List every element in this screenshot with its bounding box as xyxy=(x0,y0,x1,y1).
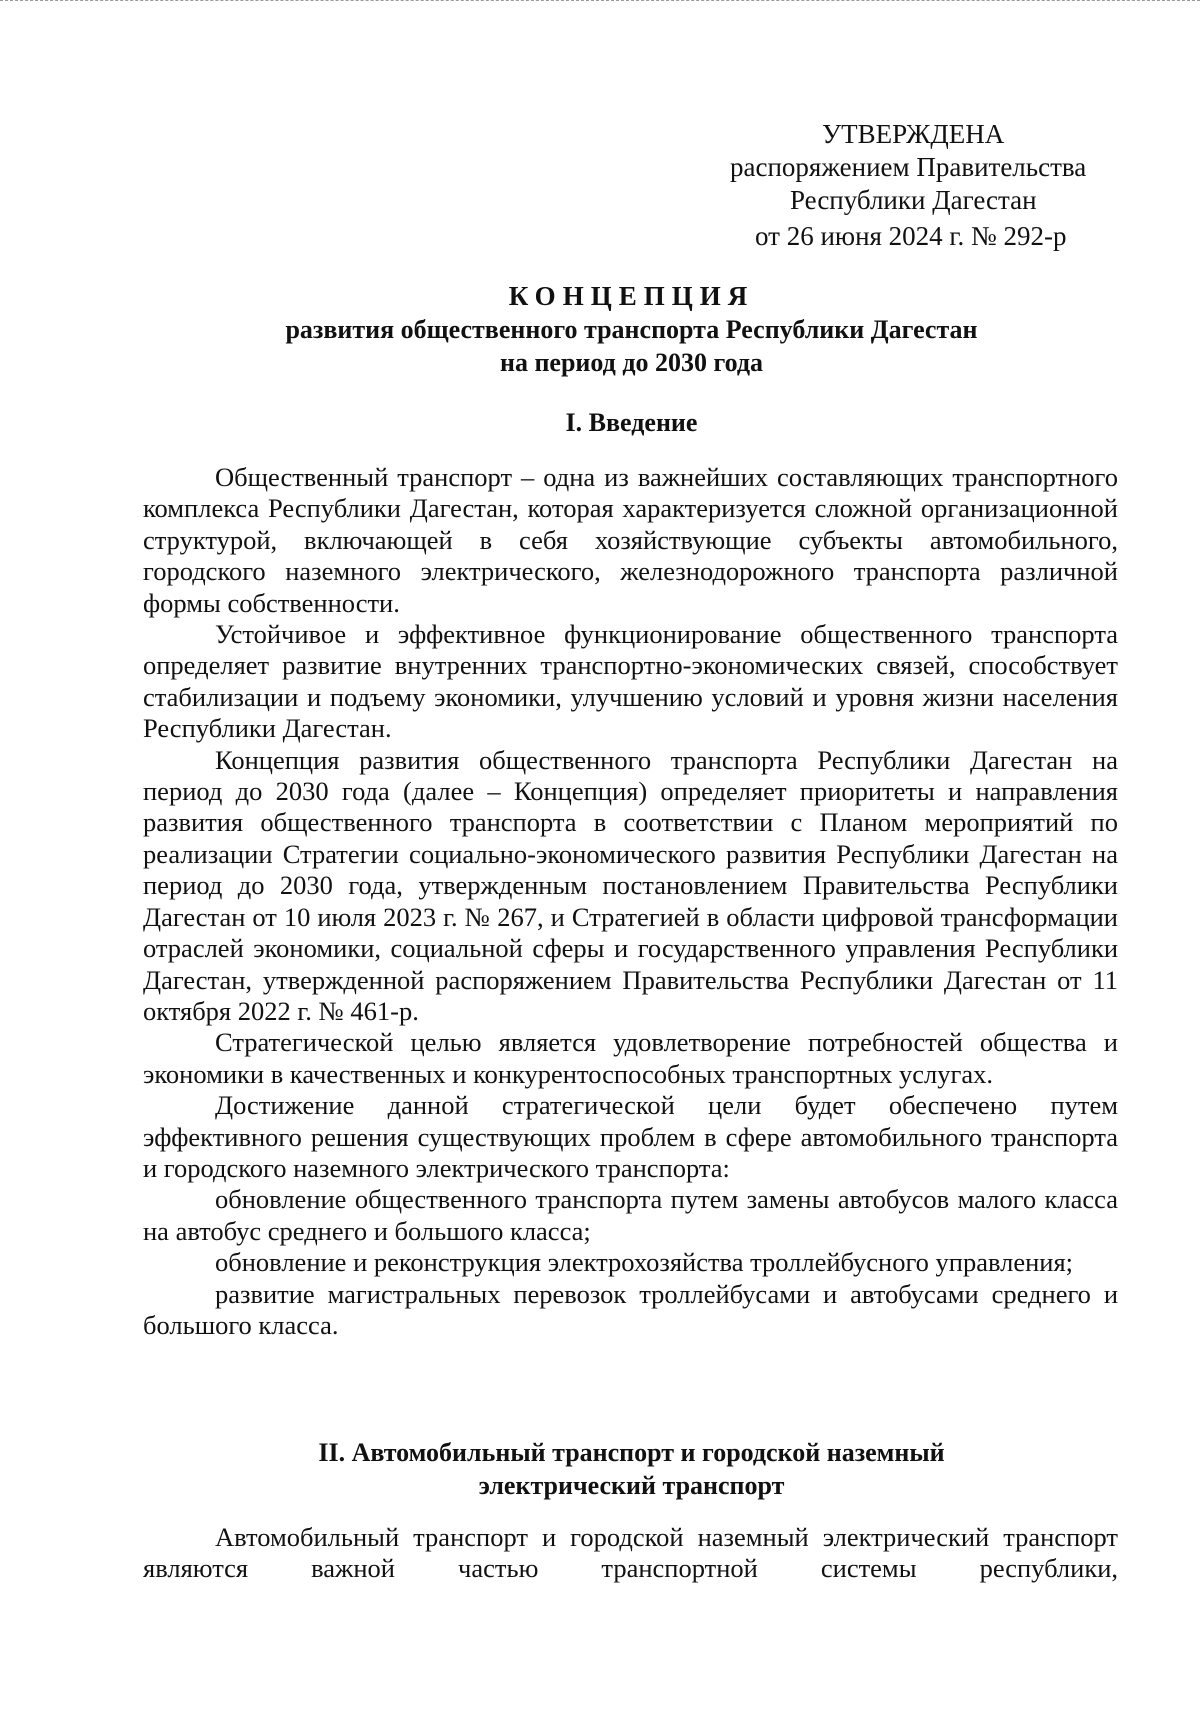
paragraph: Общественный транспорт – одна из важнейших составляющих транспортного комплекса Республики Дагестан, которая характеризуется сложной организационной структурой, включающей в себя хозяйствующие субъекты автомобильного, городского наземного электрического, железнодорожного транспорта различной формы собственности. xyxy=(143,462,1118,618)
section-2-heading xyxy=(143,1436,1120,1502)
paragraph: Устойчивое и эффективное функционирование общественного транспорта определяет развитие внутренних транспортно-экономических связей, способствует стабилизации и подъему экономики, улучшению условий и уровня жизни населения Республики Дагестан. xyxy=(143,619,1118,744)
paragraph: Автомобильный транспорт и городской наземный электрический транспорт являются важной частью транспортной системы республики, xyxy=(143,1522,1118,1584)
section-1-body xyxy=(143,462,1118,1341)
approval-line-republic: Республики Дагестан xyxy=(790,185,1037,215)
document-title: КОНЦЕПЦИЯ xyxy=(508,281,755,311)
approval-line-date-number: от 26 июня 2024 г. № 292-р xyxy=(755,221,1067,251)
list-item-paragraph: обновление общественного транспорта путем замены автобусов малого класса на автобус среднего и большого класса; xyxy=(143,1184,1118,1246)
section-2-body xyxy=(143,1522,1118,1585)
paragraph: Концепция развития общественного транспорта Республики Дагестан на период до 2030 года (далее – Концепция) определяет приоритеты и направления развития общественного транспорта в соответствии с Планом мероприятий по реализации Стратегии социально-экономического развития Республики Дагестан на период до 2030 года, утвержденным постановлением Правительства Республики Дагестан от 10 июля 2023 г. № 267, и Стратегией в области цифровой трансформации отраслей экономики, социальной сферы и государственного управления Республики Дагестан, утвержденной распоряжением Правительства Республики Дагестан от 11 октября 2022 г. № 461-р. xyxy=(143,744,1118,1026)
document-title-block xyxy=(143,280,1120,379)
section-2-heading-line-1: II. Автомобильный транспорт и городской наземный xyxy=(318,1438,945,1467)
approval-stamp-block xyxy=(700,118,1140,253)
approval-line-decree: распоряжением Правительства xyxy=(730,152,1087,182)
document-subtitle-line-2: на период до 2030 года xyxy=(499,348,764,377)
section-1-heading: I. Введение xyxy=(565,408,698,437)
page-top-edge xyxy=(0,0,1200,3)
section-2-heading-line-2: электрический транспорт xyxy=(478,1471,785,1500)
paragraph: Стратегической целью является удовлетворение потребностей общества и экономики в качественных и конкурентоспособных транспортных услугах. xyxy=(143,1027,1118,1089)
list-item-paragraph: развитие магистральных перевозок троллейбусами и автобусами среднего и большого класса. xyxy=(143,1278,1118,1340)
approval-line-approved: УТВЕРЖДЕНА xyxy=(822,119,1005,149)
list-item-paragraph: обновление и реконструкция электрохозяйства троллейбусного управления; xyxy=(215,1247,1074,1278)
paragraph: Достижение данной стратегической цели будет обеспечено путем эффективного решения существующих проблем в сфере автомобильного транспорта и городского наземного электрического транспорта: xyxy=(143,1090,1118,1183)
document-subtitle-line-1: развития общественного транспорта Республики Дагестан xyxy=(285,315,978,344)
